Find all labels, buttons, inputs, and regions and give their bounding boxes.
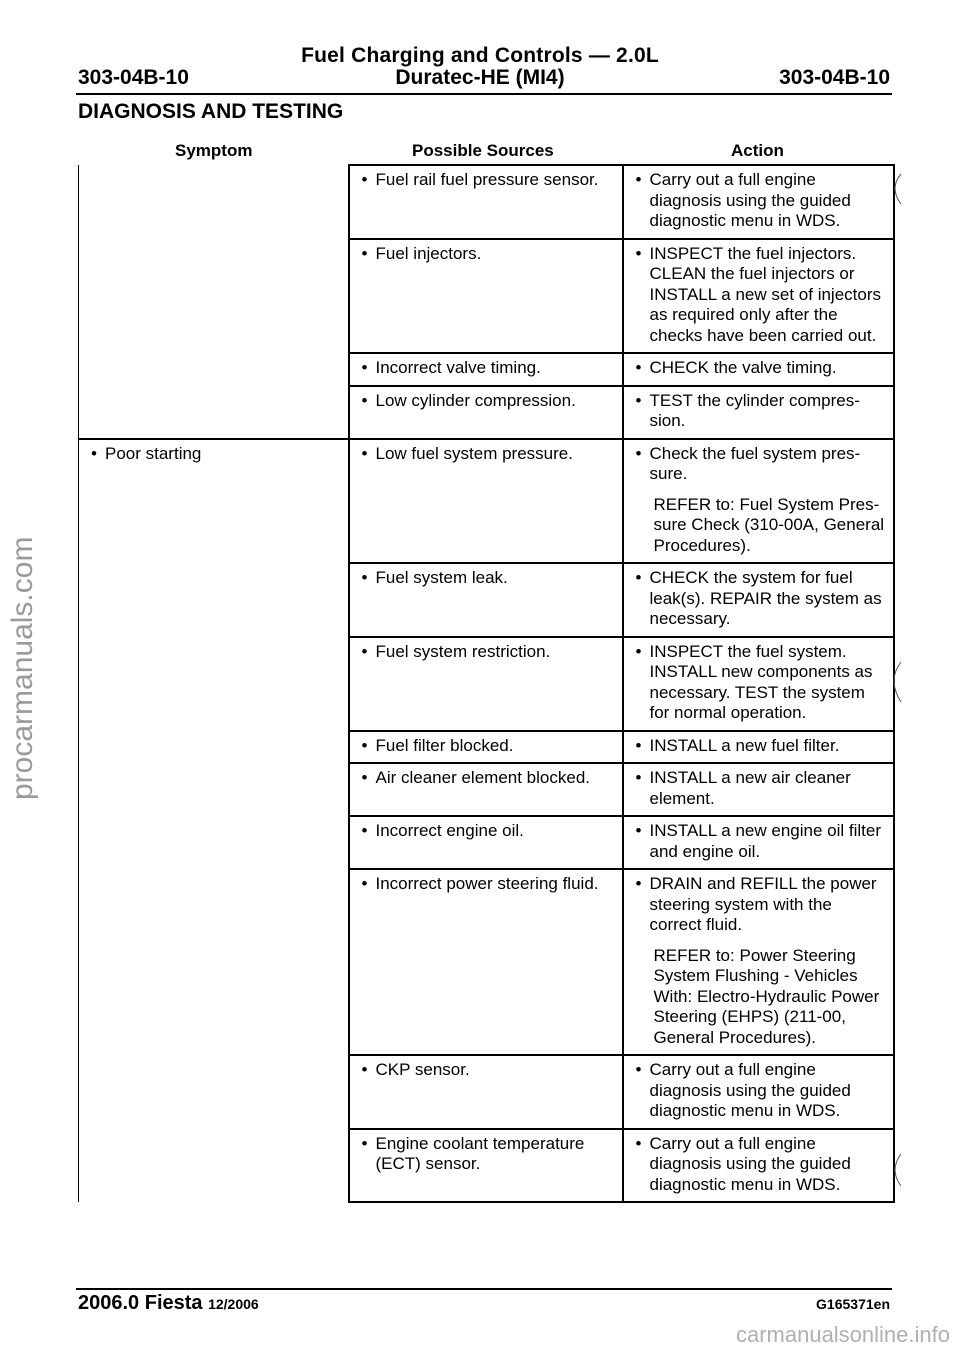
- bullet: •: [635, 1060, 642, 1079]
- possible-source-cell: [349, 1129, 623, 1203]
- bullet: •: [635, 390, 642, 410]
- header-rule: [76, 93, 892, 95]
- engine-subtitle: Duratec-HE (MI4): [395, 66, 565, 89]
- possible-source-cell: [349, 386, 623, 439]
- action-text: INSTALL a new air cleaner element.: [649, 768, 851, 808]
- bullet: •: [361, 735, 368, 755]
- refer-label: REFER to:: [653, 945, 735, 965]
- possible-source-text: Incorrect valve timing.: [375, 358, 541, 377]
- bullet: •: [361, 568, 368, 587]
- margin-bracket-mark: [885, 658, 915, 708]
- bullet: •: [635, 358, 642, 377]
- possible-source-text: Fuel filter blocked.: [375, 735, 514, 755]
- possible-source-cell: [349, 439, 623, 564]
- bullet: •: [361, 390, 368, 410]
- action-cell: [623, 816, 894, 869]
- possible-source-cell: [349, 239, 623, 354]
- column-header-symptom: Symptom: [175, 141, 253, 160]
- bullet: •: [361, 170, 368, 189]
- refer-note: [624, 942, 893, 1055]
- table-row: [79, 165, 894, 239]
- column-header-sources: Possible Sources: [412, 141, 554, 160]
- bullet: •: [635, 443, 642, 463]
- bullet: •: [361, 874, 368, 893]
- column-header-action: Action: [731, 141, 784, 160]
- possible-source-cell: [349, 563, 623, 637]
- bullet: •: [635, 1133, 642, 1153]
- possible-source-cell: [349, 763, 623, 816]
- footer-model-name: 2006.0 Fiesta: [78, 1292, 203, 1314]
- action-cell: [623, 386, 894, 439]
- action-text: INSPECT the fuel injectors. CLEAN the fuel injectors or INSTALL a new set of injectors as required only after the checks have been carried out.: [649, 243, 881, 345]
- bullet: •: [635, 641, 642, 661]
- symptom-text: Poor starting: [105, 443, 202, 463]
- bullet: •: [361, 1060, 368, 1079]
- corner-watermark: carmanualsonline.info: [735, 1322, 950, 1347]
- page-code-right: 303-04B-10: [779, 66, 890, 89]
- action-cell: [623, 637, 894, 731]
- footer-doc-id: G165371en: [816, 1296, 890, 1312]
- footer-rule: [76, 1288, 892, 1290]
- action-text: DRAIN and REFILL the power steering system with the correct fluid.: [649, 874, 877, 934]
- section-title: DIAGNOSIS AND TESTING: [78, 100, 344, 123]
- refer-label: REFER to:: [653, 494, 735, 514]
- possible-source-text: Air cleaner element blocked.: [375, 768, 591, 787]
- possible-source-cell: [349, 1055, 623, 1129]
- bullet: •: [635, 735, 642, 755]
- bullet: •: [635, 170, 642, 189]
- possible-source-cell: [349, 869, 623, 1055]
- action-text: TEST the cylinder compres-sion.: [649, 390, 860, 430]
- symptom-cell: [79, 165, 349, 439]
- table-row: [79, 439, 894, 564]
- action-cell: [623, 869, 894, 1055]
- action-cell: [623, 353, 894, 386]
- action-text: INSTALL a new fuel filter.: [649, 735, 840, 755]
- action-cell: [623, 563, 894, 637]
- possible-source-cell: [349, 816, 623, 869]
- action-text: Carry out a full engine diagnosis using the guided diagnostic menu in WDS.: [649, 1060, 851, 1120]
- possible-source-cell: [349, 731, 623, 764]
- action-text: INSPECT the fuel system. INSTALL new components as necessary. TEST the system for normal operation.: [649, 641, 873, 722]
- possible-source-text: CKP sensor.: [375, 1060, 470, 1079]
- refer-link-text[interactable]: Fuel System Pres-sure Check (310-00A, General Procedures).: [653, 494, 885, 555]
- bullet: •: [361, 243, 368, 263]
- bullet: •: [361, 768, 368, 787]
- refer-note: [624, 491, 893, 563]
- possible-source-text: Incorrect power steering fluid.: [375, 874, 599, 893]
- action-text: Carry out a full engine diagnosis using the guided diagnostic menu in WDS.: [649, 170, 851, 230]
- possible-source-text: Fuel system leak.: [375, 568, 508, 587]
- bullet: •: [361, 443, 368, 463]
- bullet: •: [635, 821, 642, 840]
- possible-source-cell: [349, 165, 623, 239]
- bullet: •: [635, 243, 642, 263]
- action-text: INSTALL a new engine oil filter and engine oil.: [649, 821, 882, 861]
- possible-source-cell: [349, 353, 623, 386]
- action-text: Carry out a full engine diagnosis using the guided diagnostic menu in WDS.: [649, 1133, 851, 1194]
- action-cell: [623, 439, 894, 564]
- possible-source-text: Incorrect engine oil.: [375, 821, 524, 840]
- possible-source-text: Engine coolant temperature (ECT) sensor.: [375, 1133, 585, 1173]
- refer-link-text[interactable]: Power Steering System Flushing - Vehicles With: Electro-Hydraulic Power Steering (EHPS) (211-00, General Procedures).: [653, 945, 880, 1047]
- bullet: •: [361, 641, 368, 661]
- margin-bracket-mark: [885, 1150, 915, 1190]
- action-cell: [623, 1129, 894, 1203]
- possible-source-text: Low cylinder compression.: [375, 390, 576, 410]
- document-title: Fuel Charging and Controls — 2.0L: [301, 44, 659, 67]
- footer-model: [78, 1292, 259, 1315]
- page-code-left: 303-04B-10: [78, 66, 189, 89]
- symptom-cell: [79, 439, 349, 1203]
- bullet: •: [361, 821, 368, 840]
- action-cell: [623, 731, 894, 764]
- action-cell: [623, 165, 894, 239]
- possible-source-cell: [349, 637, 623, 731]
- margin-bracket-mark: [885, 170, 915, 210]
- side-watermark: procarmanuals.com: [6, 536, 39, 800]
- action-cell: [623, 1055, 894, 1129]
- action-text: CHECK the system for fuel leak(s). REPAIR the system as necessary.: [649, 568, 882, 628]
- bullet: •: [635, 568, 642, 587]
- action-cell: [623, 239, 894, 354]
- diagnosis-table: [78, 164, 895, 1203]
- bullet: •: [361, 1133, 368, 1153]
- possible-source-text: Fuel system restriction.: [375, 641, 551, 661]
- bullet: •: [361, 358, 368, 377]
- bullet: •: [635, 874, 642, 893]
- bullet: •: [635, 768, 642, 787]
- action-cell: [623, 763, 894, 816]
- possible-source-text: Low fuel system pressure.: [375, 443, 573, 463]
- action-text: Check the fuel system pres-sure.: [649, 443, 861, 483]
- possible-source-text: Fuel rail fuel pressure sensor.: [375, 170, 599, 189]
- action-text: CHECK the valve timing.: [649, 358, 837, 377]
- possible-source-text: Fuel injectors.: [375, 243, 482, 263]
- footer-date: 12/2006: [208, 1296, 259, 1312]
- bullet: •: [91, 443, 97, 463]
